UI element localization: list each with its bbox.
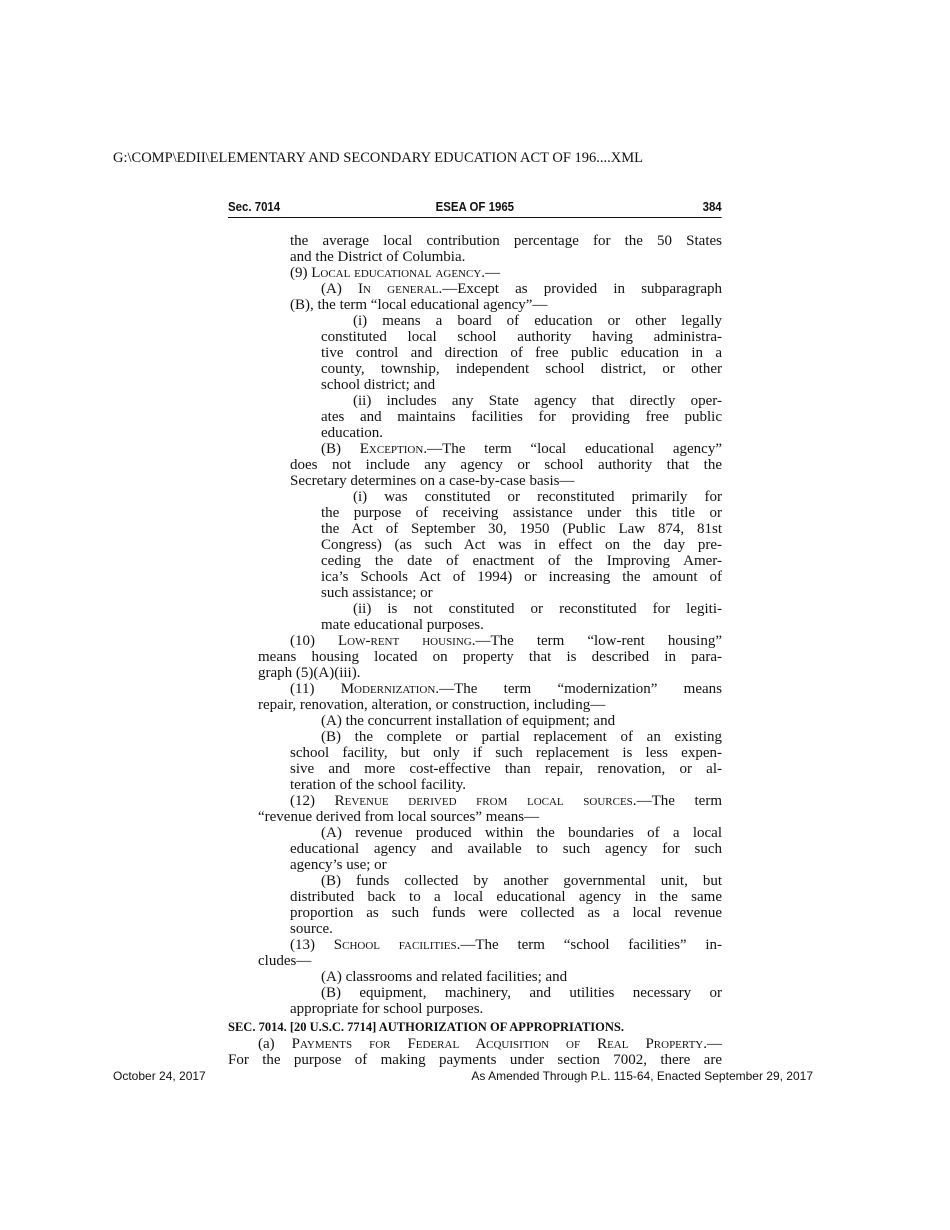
text-line: Congress) (as such Act was in effect on the day pre- [321,537,722,553]
text-line: ceding the date of enactment of the Improving Amer- [321,553,722,569]
text-line: (B) Exception.—The term “local educational agency” [321,441,722,457]
text-line: tive control and direction of free public education in a [321,345,722,361]
page-number: 384 [702,199,722,214]
footer-amended: As Amended Through P.L. 115-64, Enacted September 29, 2017 [471,1069,813,1083]
text-line: educational agency and available to such agency for such [290,841,722,857]
text-line: and the District of Columbia. [290,249,466,265]
text-line: (B) funds collected by another governmental unit, but [321,873,722,889]
running-head-title: ESEA OF 1965 [435,199,515,214]
text-line: graph (5)(A)(iii). [258,665,361,681]
text-line: county, township, independent school district, or other [321,361,722,377]
text-line: sive and more cost-effective than repair, renovation, or al- [290,761,722,777]
text-line: distributed back to a local educational agency in the same [290,889,722,905]
text-line: school facility, but only if such replacement is less expen- [290,745,722,761]
text-line: does not include any agency or school authority that the [290,457,722,473]
text-line: means housing located on property that is described in para- [258,649,722,665]
text-line: (A) the concurrent installation of equipment; and [321,713,616,729]
text-line: constituted local school authority having administra- [321,329,722,345]
section-heading: SEC. 7014. [20 U.S.C. 7714] AUTHORIZATION OF APPROPRIATIONS. [228,1020,624,1034]
text-line: (9) Local educational agency.— [290,265,501,281]
text-line: appropriate for school purposes. [290,1001,484,1017]
file-path: G:\COMP\EDII\ELEMENTARY AND SECONDARY EDUCATION ACT OF 196....XML [113,150,643,166]
text-line: Secretary determines on a case-by-case basis— [290,473,575,489]
footer-date: October 24, 2017 [113,1069,206,1083]
text-line: (A) In general.—Except as provided in subparagraph [321,281,722,297]
text-line: (a) Payments for Federal Acquisition of Real Property.— [258,1036,722,1052]
text-line: (B) equipment, machinery, and utilities necessary or [321,985,722,1001]
text-line: (i) means a board of education or other legally [353,313,722,329]
text-line: (11) Modernization.—The term “modernization” means [290,681,722,697]
text-line: (B), the term “local educational agency”— [290,297,548,313]
text-line: ates and maintains facilities for providing free public [321,409,722,425]
text-line: the average local contribution percentage for the 50 States [290,233,722,249]
text-line: the purpose of receiving assistance under this title or [321,505,722,521]
text-line: (10) Low-rent housing.—The term “low-rent housing” [290,633,723,649]
text-line: ica’s Schools Act of 1994) or increasing the amount of [321,569,722,585]
text-line: the Act of September 30, 1950 (Public Law 874, 81st [321,521,722,537]
text-line: school district; and [321,377,436,393]
text-line: education. [321,425,384,441]
text-line: (A) classrooms and related facilities; and [321,969,568,985]
text-line: (B) the complete or partial replacement of an existing [321,729,722,745]
text-line: proportion as such funds were collected as a local revenue [290,905,722,921]
text-line: source. [290,921,333,937]
text-line: (13) School facilities.—The term “school facilities” in- [290,937,723,953]
text-line: repair, renovation, alteration, or construction, including— [258,697,606,713]
text-line: (i) was constituted or reconstituted primarily for [353,489,722,505]
running-head-section: Sec. 7014 [228,199,281,214]
text-line: (ii) includes any State agency that directly oper- [353,393,722,409]
text-line: teration of the school facility. [290,777,467,793]
text-line: (ii) is not constituted or reconstituted for legiti- [353,601,722,617]
text-line: (A) revenue produced within the boundaries of a local [321,825,722,841]
text-line: mate educational purposes. [321,617,484,633]
text-line: For the purpose of making payments under section 7002, there are [228,1052,722,1068]
text-line: “revenue derived from local sources” means— [258,809,540,825]
text-line: (12) Revenue derived from local sources.—The term [290,793,723,809]
text-line: such assistance; or [321,585,433,601]
running-head [228,197,722,218]
text-line: cludes— [258,953,312,969]
text-line: agency’s use; or [290,857,387,873]
